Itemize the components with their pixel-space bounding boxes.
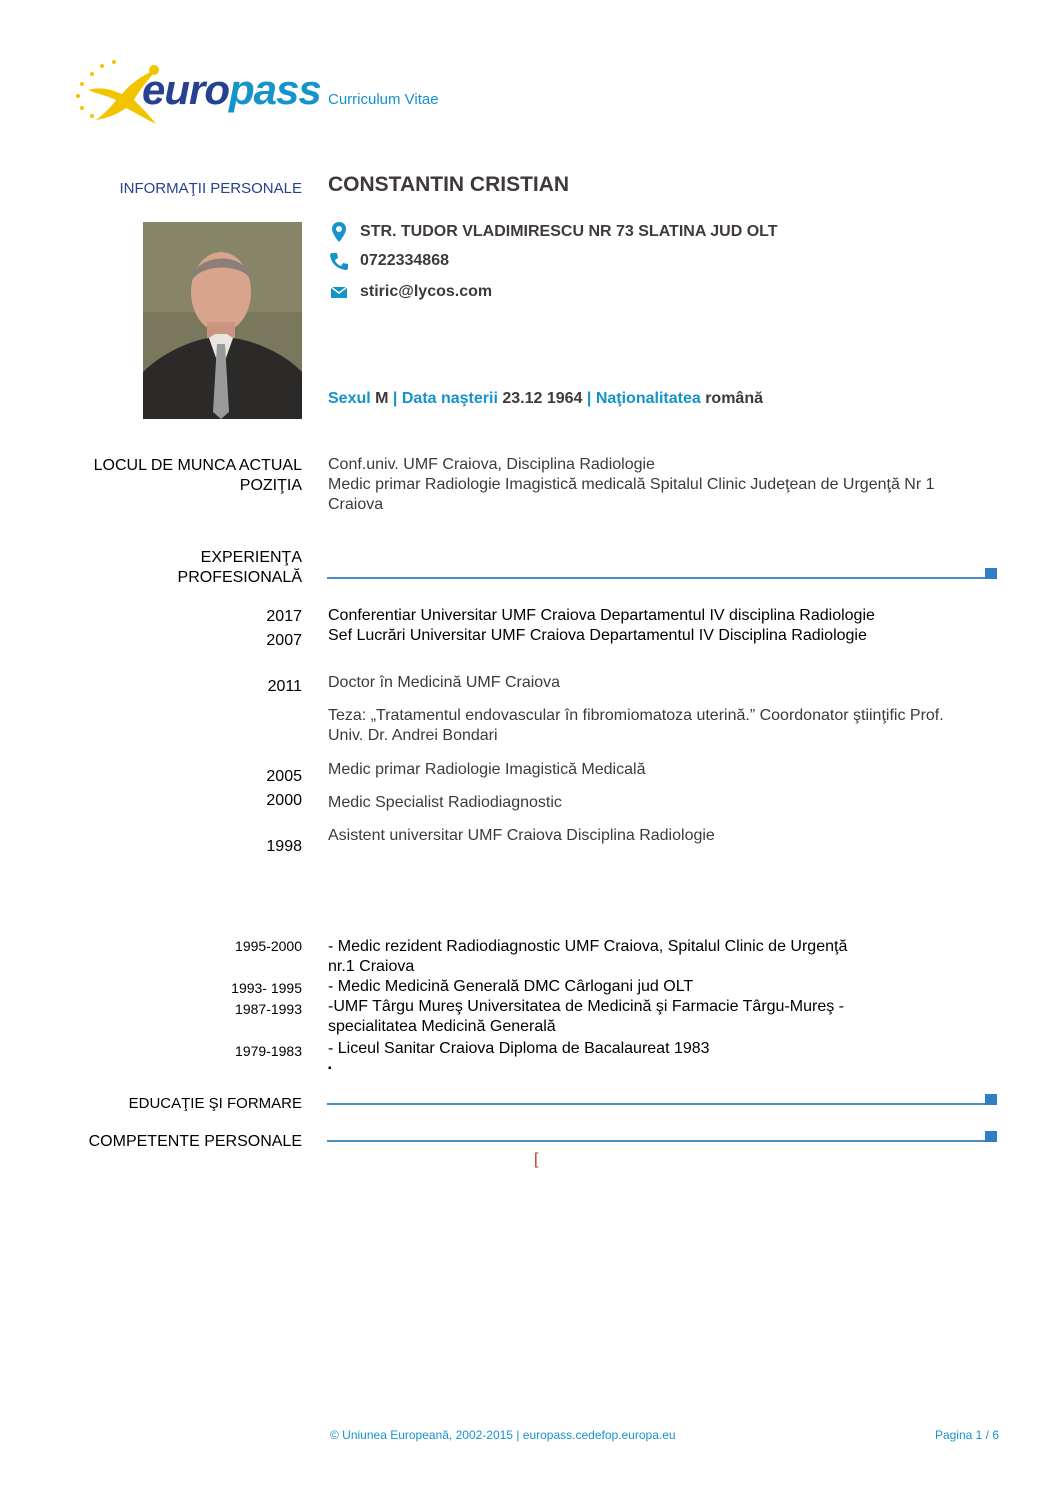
year-label: 1998	[266, 838, 302, 855]
section-label-personal-info: INFORMAŢII PERSONALE	[119, 180, 302, 197]
address-row	[328, 222, 778, 242]
year-label: 1993- 1995	[231, 980, 302, 996]
location-pin-icon	[328, 222, 350, 242]
education-entry: -UMF Târgu Mureş Universitatea de Medicină şi Farmacie Târgu-Mureş -	[328, 998, 845, 1015]
experience-entry: Sef Lucrări Universitar UMF Craiova Departamentul IV Disciplina Radiologie	[328, 627, 867, 644]
experience-entry: Doctor în Medicină UMF Craiova	[328, 674, 561, 691]
document-title: Curriculum Vitae	[328, 91, 439, 108]
profile-photo	[143, 222, 302, 419]
bullet-marker: ▪	[328, 1063, 332, 1074]
page-number: Pagina 1 / 6	[934, 1428, 999, 1442]
sex-value: M	[375, 390, 389, 407]
dob-label: Data naşterii	[401, 390, 498, 407]
section-label-education: EDUCAŢIE ŞI FORMARE	[128, 1095, 302, 1112]
europass-wordmark: europass	[142, 66, 321, 113]
year-label: 2000	[266, 792, 302, 809]
year-label: 2007	[266, 632, 302, 649]
phone-text: 0722334868	[360, 252, 449, 269]
email-link[interactable]: stiric@lycos.com	[360, 283, 493, 300]
experience-entry: Conferentiar Universitar UMF Craiova Departamentul IV disciplina Radiologie	[328, 607, 875, 624]
section-marker	[985, 568, 997, 579]
year-label: 2005	[266, 768, 302, 785]
footer-copyright[interactable]: © Uniunea Europeană, 2002-2015 | europass.cedefop.europa.eu	[330, 1428, 676, 1442]
section-label-experience: EXPERIENŢA PROFESIONALĂ	[177, 549, 302, 586]
section-label-competences: COMPETENTE PERSONALE	[88, 1133, 302, 1150]
dob-value: 23.12 1964	[502, 390, 583, 407]
section-divider	[327, 1103, 985, 1105]
phone-row	[328, 252, 449, 270]
section-marker	[985, 1131, 997, 1142]
section-divider	[327, 1140, 985, 1142]
education-entry: - Medic rezident Radiodiagnostic UMF Craiova, Spitalul Clinic de Urgenţă	[328, 938, 848, 955]
sex-label: Sexul	[328, 390, 371, 407]
experience-entry: Medic primar Radiologie Imagistică Medicală	[328, 761, 646, 778]
nationality-label: Naţionalitatea	[595, 390, 701, 407]
experience-entry: Medic Specialist Radiodiagnostic	[328, 794, 562, 811]
address-text: STR. TUDOR VLADIMIRESCU NR 73 SLATINA JUD OLT	[360, 223, 778, 240]
education-entry: nr.1 Craiova	[328, 958, 415, 975]
experience-entry: Asistent universitar UMF Craiova Disciplina Radiologie	[328, 827, 715, 844]
year-label: 1995-2000	[235, 938, 302, 954]
year-label: 1987-1993	[235, 1001, 302, 1017]
year-label: 2011	[267, 678, 302, 695]
email-row	[328, 283, 492, 301]
section-divider	[327, 577, 985, 579]
experience-entry: Teza: „Tratamentul endovascular în fibromiomatoza uterină.” Coordonator ştiinţific Prof.	[328, 707, 944, 724]
experience-entry: Univ. Dr. Andrei Bondari	[328, 727, 498, 744]
separator: |	[586, 390, 592, 407]
education-entry: - Liceul Sanitar Craiova Diploma de Bacalaureat 1983	[328, 1040, 710, 1057]
envelope-icon	[328, 287, 350, 298]
education-entry: - Medic Medicină Generală DMC Cârlogani jud OLT	[328, 978, 694, 995]
year-label: 1979-1983	[235, 1043, 302, 1059]
section-marker	[985, 1094, 997, 1105]
nationality-value: română	[705, 390, 763, 407]
workplace-label: LOCUL DE MUNCA ACTUAL POZIŢIA	[93, 457, 302, 494]
personal-details-line	[328, 390, 763, 408]
education-entry: specialitatea Medicină Generală	[328, 1018, 556, 1035]
year-label: 2017	[266, 608, 302, 625]
workplace-details: Conf.univ. UMF Craiova, Disciplina Radiologie Medic primar Radiologie Imagistică medicală Spitalul Clinic Judeţean de Urgenţă Nr 1 Craiova	[328, 456, 935, 513]
person-name: CONSTANTIN CRISTIAN	[328, 173, 570, 196]
separator: |	[392, 390, 398, 407]
stray-bracket: [	[534, 1151, 539, 1168]
phone-icon	[328, 252, 350, 270]
